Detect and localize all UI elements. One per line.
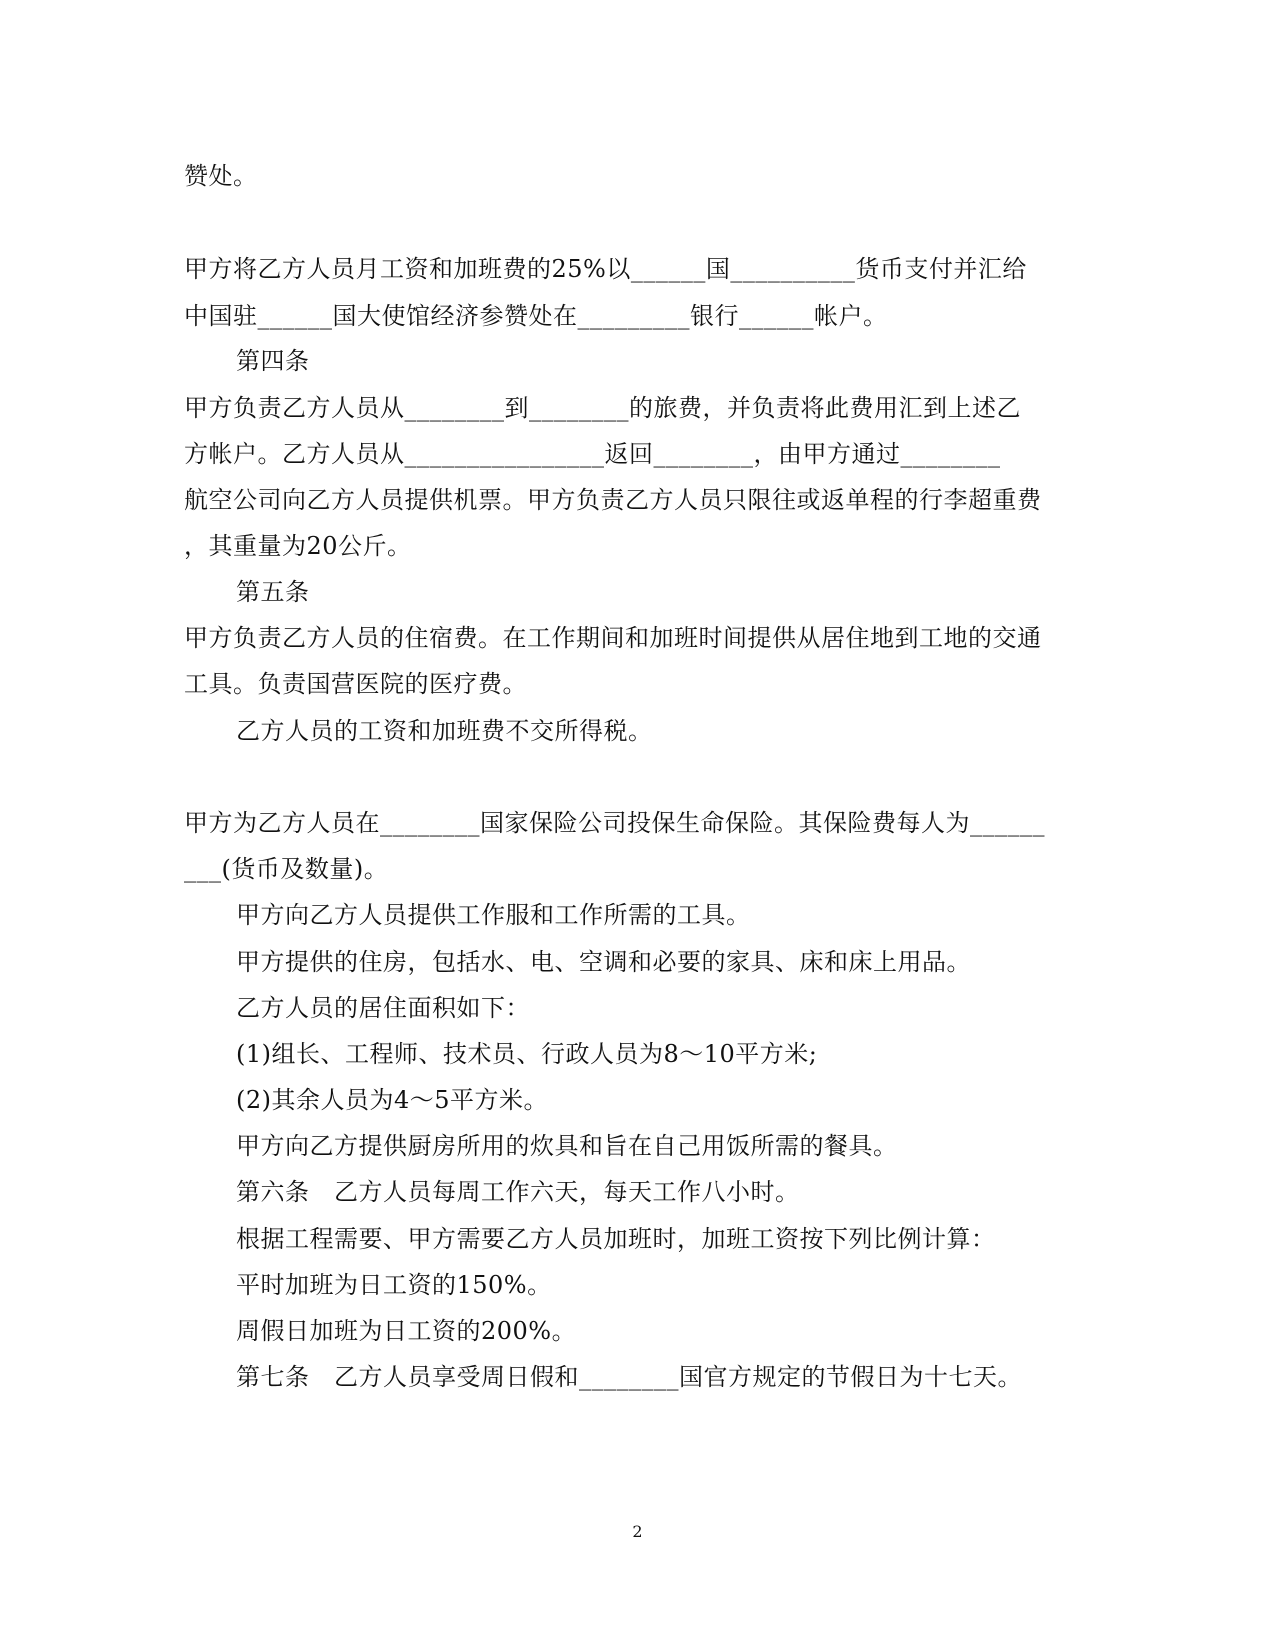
paragraph-line: 平时加班为日工资的150%。 — [236, 1271, 552, 1299]
paragraph-line: 航空公司向乙方人员提供机票。甲方负责乙方人员只限往或返单程的行李超重费 — [184, 486, 1042, 514]
list-item: (1)组长、工程师、技术员、行政人员为8～10平方米; — [236, 1040, 818, 1068]
paragraph-line: 甲方提供的住房，包括水、电、空调和必要的家具、床和床上用品。 — [236, 948, 971, 976]
paragraph-line: 甲方负责乙方人员的住宿费。在工作期间和加班时间提供从居住地到工地的交通 — [184, 624, 1042, 652]
paragraph-line: 甲方负责乙方人员从________到________的旅费，并负责将此费用汇到上述乙 — [184, 394, 1021, 422]
paragraph-line: ___(货币及数量)。 — [184, 855, 389, 883]
paragraph-line: 乙方人员的工资和加班费不交所得税。 — [236, 717, 653, 745]
paragraph-line: 甲方为乙方人员在________国家保险公司投保生命保险。其保险费每人为______ — [184, 809, 1045, 837]
article-heading: 第六条 乙方人员每周工作六天，每天工作八小时。 — [236, 1178, 800, 1206]
paragraph-line: 方帐户。乙方人员从________________返回________，由甲方通过________ — [184, 440, 1001, 468]
article-heading: 第七条 乙方人员享受周日假和________国官方规定的节假日为十七天。 — [236, 1363, 1022, 1391]
paragraph-line: 中国驻______国大使馆经济参赞处在_________银行______帐户。 — [184, 302, 888, 330]
page-number: 2 — [632, 1522, 643, 1541]
paragraph-line: 周假日加班为日工资的200%。 — [236, 1317, 577, 1345]
paragraph-line: 甲方向乙方人员提供工作服和工作所需的工具。 — [236, 901, 751, 929]
paragraph-line: 赞处。 — [184, 162, 258, 190]
paragraph-line: 甲方向乙方提供厨房所用的炊具和旨在自己用饭所需的餐具。 — [236, 1132, 898, 1160]
article-heading: 第五条 — [236, 578, 310, 606]
list-item: (2)其余人员为4～5平方米。 — [236, 1086, 549, 1114]
article-heading: 第四条 — [236, 347, 310, 375]
paragraph-line: 根据工程需要、甲方需要乙方人员加班时，加班工资按下列比例计算： — [236, 1225, 996, 1253]
paragraph-line: 甲方将乙方人员月工资和加班费的25%以______国__________货币支付并汇给 — [184, 255, 1027, 283]
paragraph-line: ，其重量为20公斤。 — [184, 532, 412, 560]
paragraph-line: 乙方人员的居住面积如下： — [236, 994, 530, 1022]
paragraph-line: 工具。负责国营医院的医疗费。 — [184, 670, 527, 698]
